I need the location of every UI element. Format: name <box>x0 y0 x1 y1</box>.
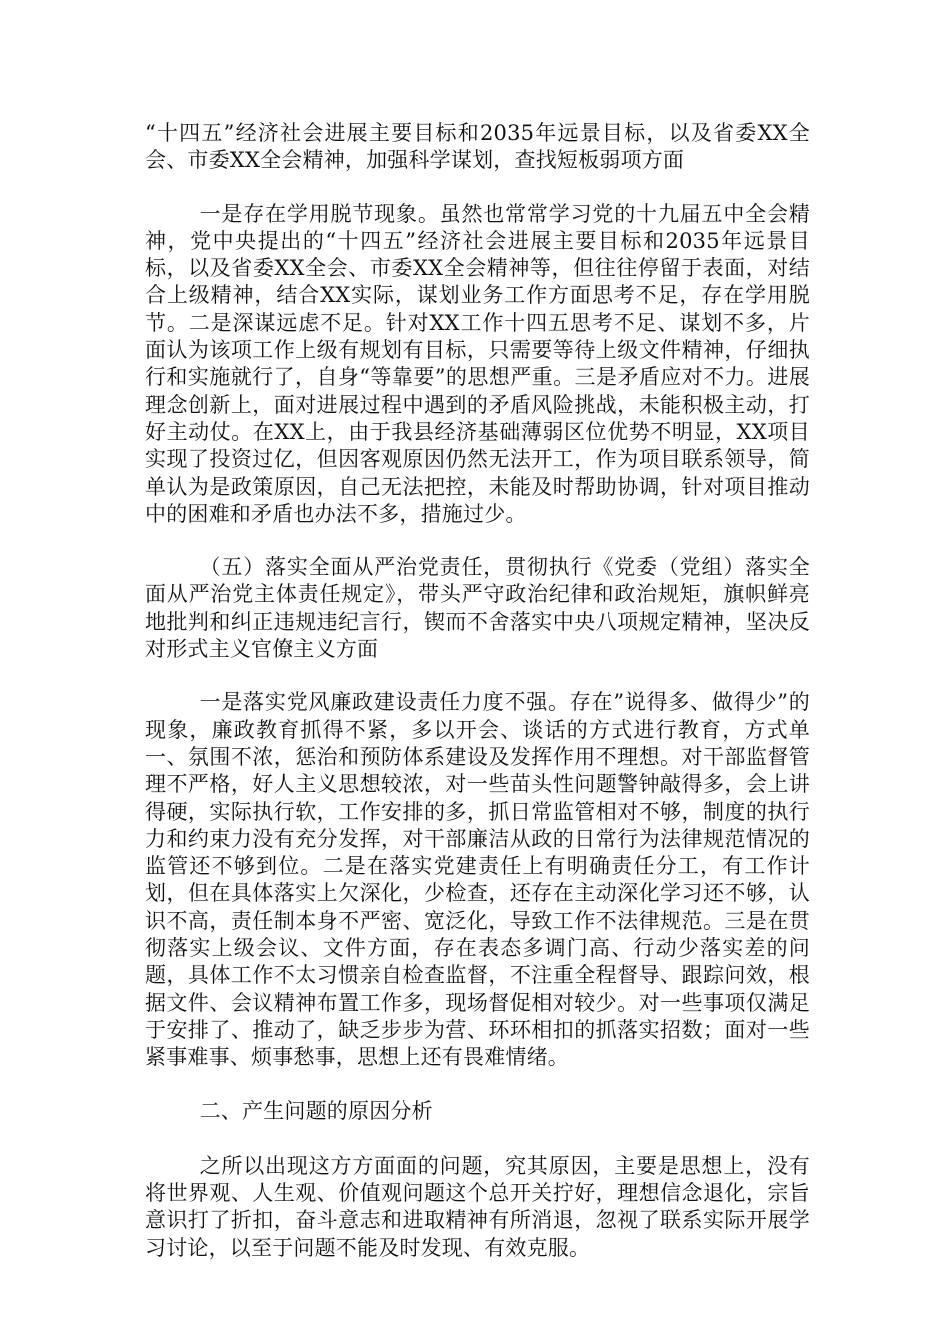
paragraph-section-5-heading: （五）落实全面从严治党责任，贯彻执行《党委（党组）落实全面从严治党主体责任规定》，带头严守政治纪律和政治规矩，旗帜鲜亮地批判和纠正违规违纪言行，锲而不舍落实中央八项规定精神，坚决反对形式主义官僚主义方面 <box>145 555 810 662</box>
paragraph-cause-analysis: 之所以出现这方方面面的问题，究其原因，主要是思想上，没有将世界观、人生观、价值观问题这个总开关拧好，理想信念退化，宗旨意识打了折扣，奋斗意志和进取精神有所消退，忽视了联系实际开展学习讨论，以至于问题不能及时发现、有效克服。 <box>145 1153 810 1260</box>
document-body <box>145 120 810 1288</box>
paragraph-continued-heading: “十四五”经济社会进展主要目标和2035年远景目标，以及省委XX全会、市委XX全会精神，加强科学谋划，查找短板弱项方面 <box>145 121 810 173</box>
paragraph-issue-detail-5: 一是落实党风廉政建设责任力度不强。存在”说得多、做得少”的现象，廉政教育抓得不紧，多以开会、谈话的方式进行教育，方式单一、氛围不浓，惩治和预防体系建设及发挥作用不理想。对干部监督管理不严格，好人主义思想较浓，对一些苗头性问题警钟敲得多，会上讲得硬，实际执行软，工作安排的多，抓日常监管相对不够，制度的执行力和约束力没有充分发挥，对干部廉洁从政的日常行为法律规范情况的监管还不够到位。二是在落实党建责任上有明确责任分工，有工作计划，但在具体落实上欠深化，少检查，还存在主动深化学习还不够，认识不高，责任制本身不严密、宽泛化，导致工作不法律规范。三是在贯彻落实上级会议、文件方面，存在表态多调门高、行动少落实差的问题，具体工作不太习惯亲自检查监督，不注重全程督导、跟踪问效，根据文件、会议精神布置工作多，现场督促相对较少。对一些事项仅满足于安排了、推动了，缺乏步步为营、环环相扣的抓落实招数；面对一些紧事难事、烦事愁事，思想上还有畏难情绪。 <box>145 690 810 1070</box>
paragraph-issue-detail-4: 一是存在学用脱节现象。虽然也常常学习党的十九届五中全会精神，党中央提出的“十四五”经济社会进展主要目标和2035年远景目标，以及省委XX全会、市委XX全会精神等，但往往停留于表面，对结合上级精神，结合XX实际，谋划业务工作方面思考不足，存在学用脱节。二是深谋远虑不足。针对XX工作十四五思考不足、谋划不多，片面认为该项工作上级有规划有目标，只需要等待上级文件精神，仔细执行和实施就行了，自身“等靠要”的思想严重。三是矛盾应对不力。进展理念创新上，面对进展过程中遇到的矛盾风险挑战，未能积极主动，打好主动仗。在XX上，由于我县经济基础薄弱区位优势不明显，XX项目实现了投资过亿，但因客观原因仍然无法开工，作为项目联系领导，简单认为是政策原因，自己无法把控，未能及时帮助协调，针对项目推动中的困难和矛盾也办法不多，措施过少。 <box>145 201 810 526</box>
section-heading-cause-analysis: 二、产生问题的原因分析 <box>199 1098 433 1123</box>
